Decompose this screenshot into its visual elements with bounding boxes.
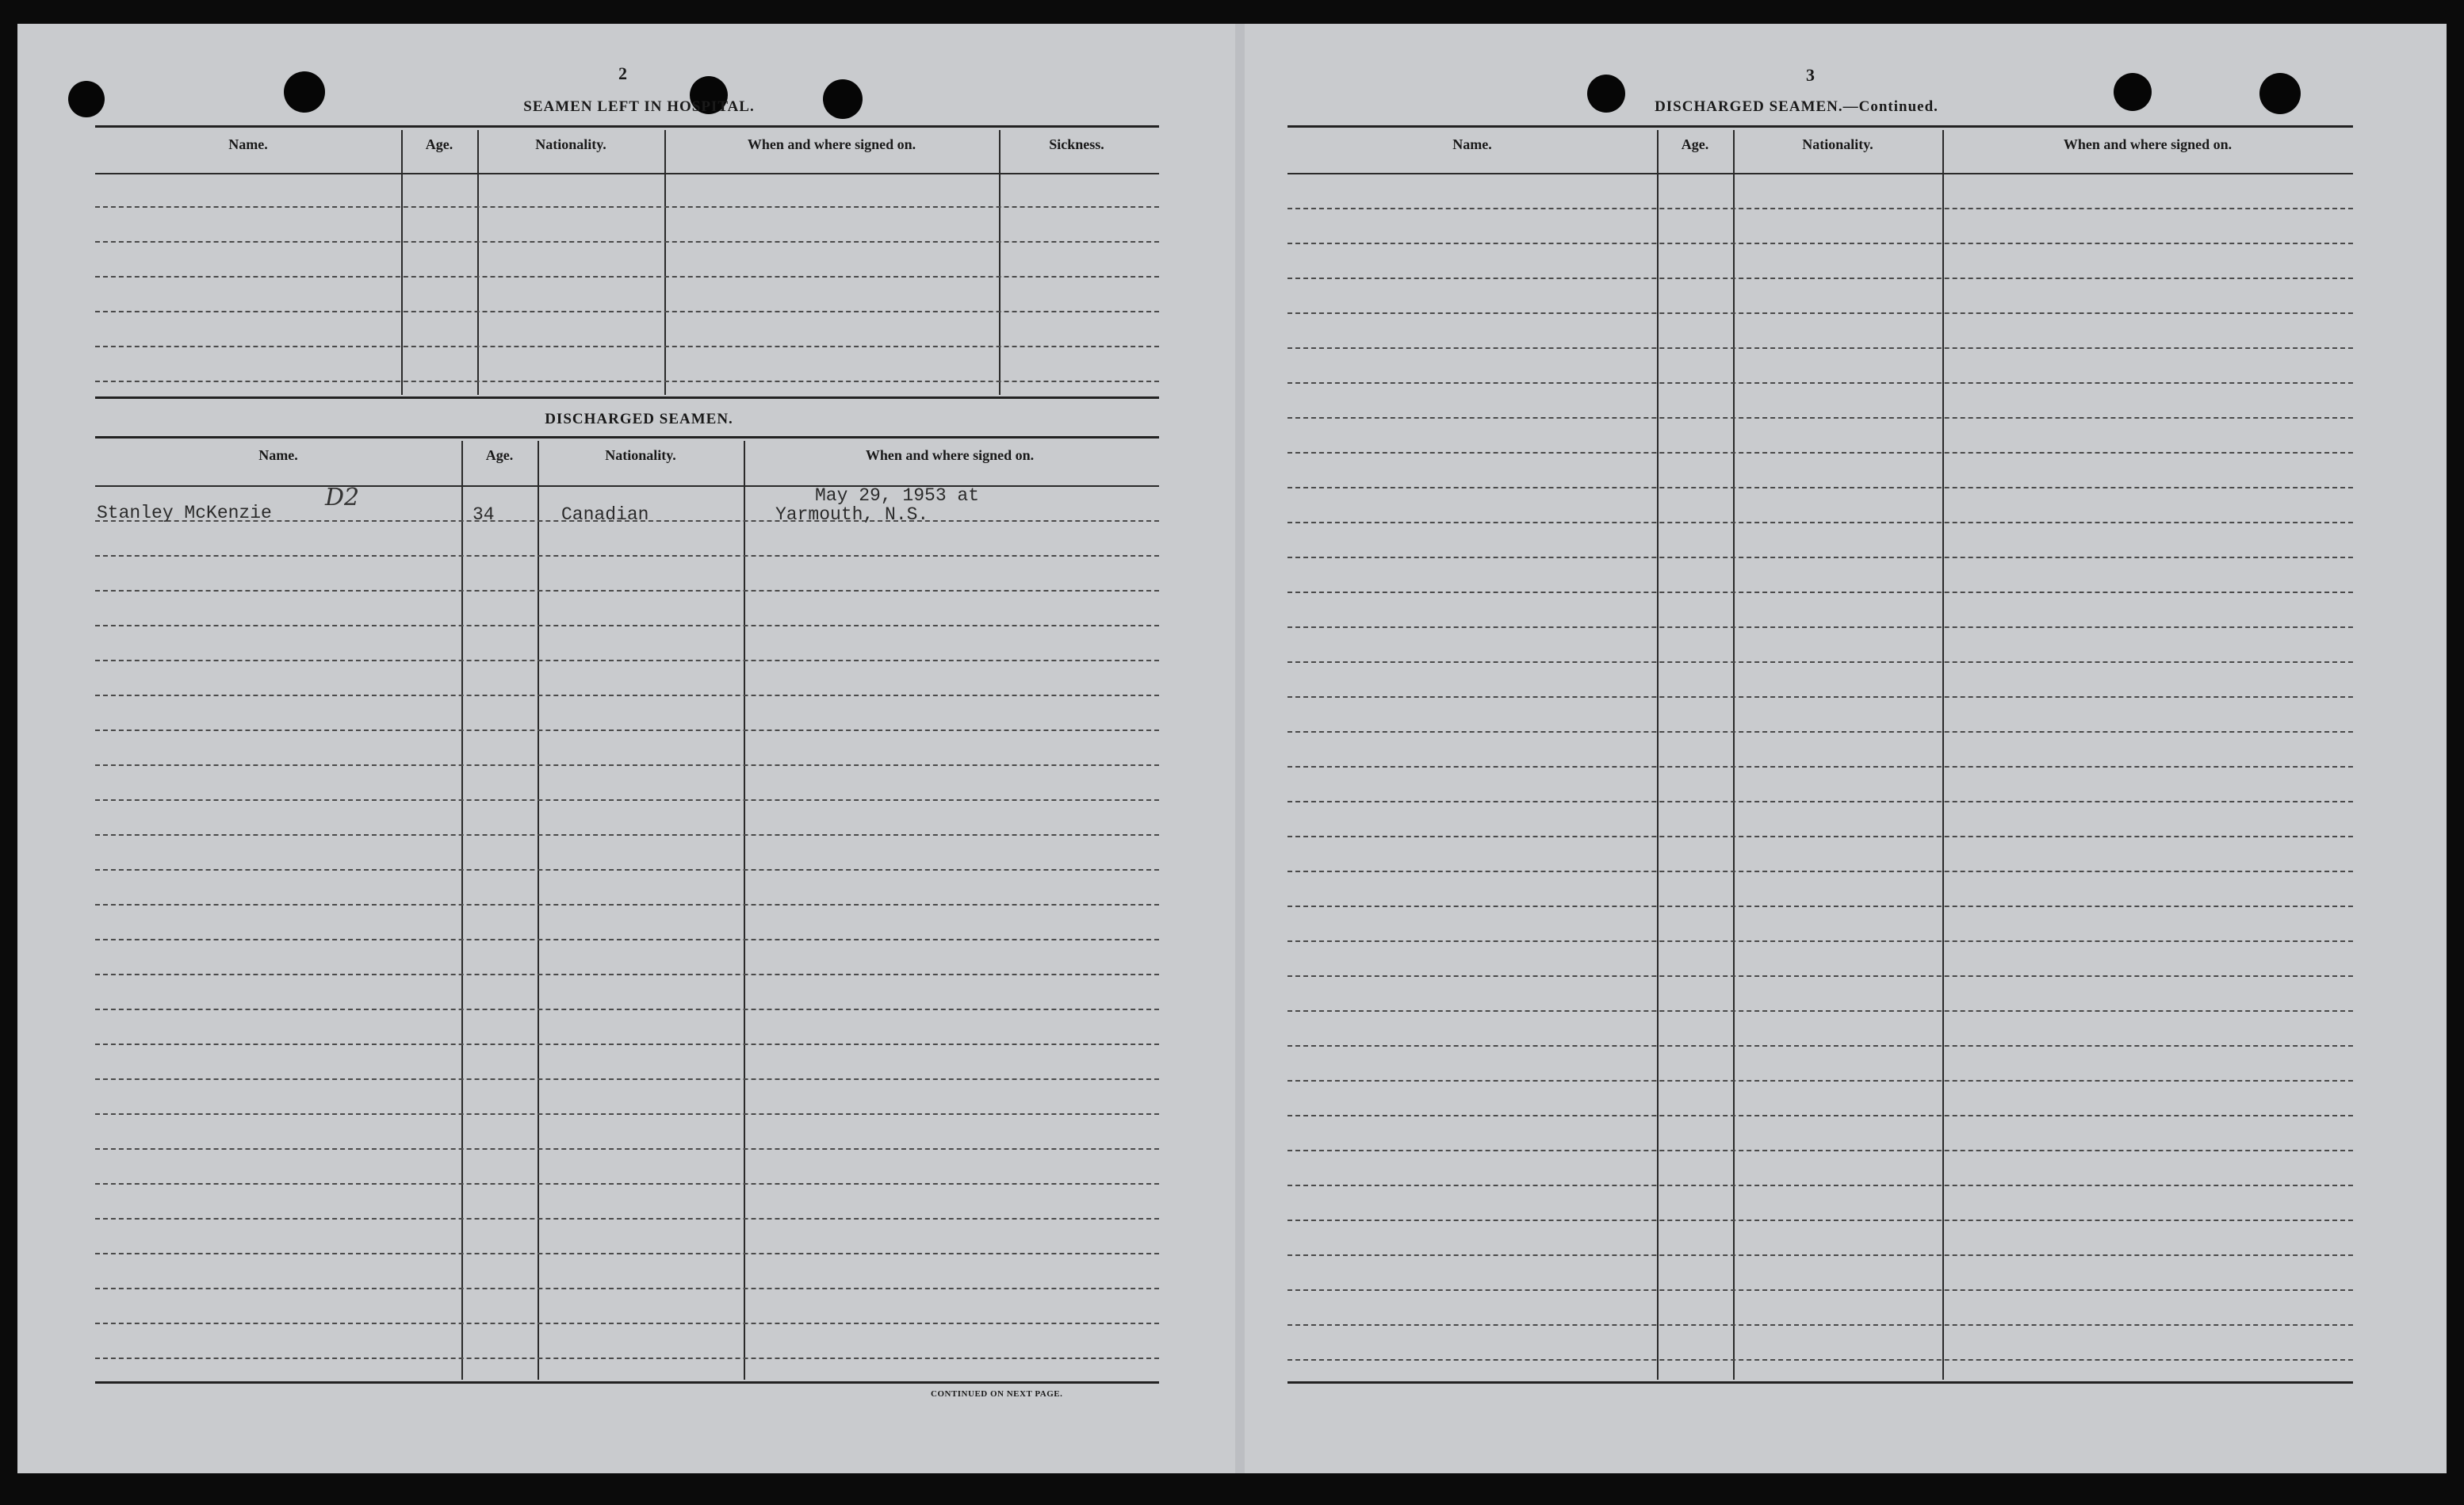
table-top-rule bbox=[95, 436, 1159, 438]
punch-hole bbox=[284, 71, 325, 113]
punch-hole bbox=[2114, 73, 2152, 111]
column-header-sickness: Sickness. bbox=[1049, 136, 1104, 152]
hospital-section-title: SEAMEN LEFT IN HOSPITAL. bbox=[523, 98, 755, 115]
column-header-age: Age. bbox=[1681, 136, 1709, 152]
handwritten-mark: D2 bbox=[325, 484, 360, 511]
column-header-nationality: Nationality. bbox=[1802, 136, 1873, 152]
column-header-name: Name. bbox=[258, 447, 298, 463]
scanned-document bbox=[17, 24, 2447, 1473]
discharged-table bbox=[95, 441, 1159, 1380]
page-number: 2 bbox=[618, 63, 627, 83]
entry-age: 34 bbox=[473, 504, 495, 525]
column-header-age: Age. bbox=[485, 447, 514, 463]
page-fold bbox=[1235, 24, 1245, 1473]
punch-hole bbox=[2259, 73, 2301, 114]
table-bottom-rule bbox=[95, 396, 1159, 399]
table-top-rule bbox=[95, 125, 1159, 128]
entry-nationality: Canadian bbox=[561, 504, 649, 525]
right-page bbox=[1245, 24, 2447, 1473]
hospital-table bbox=[95, 130, 1159, 395]
page-number: 3 bbox=[1806, 65, 1815, 85]
entry-name: Stanley McKenzie bbox=[97, 503, 272, 523]
column-header-signed-on: When and where signed on. bbox=[2063, 136, 2233, 152]
table-bottom-rule bbox=[95, 1381, 1159, 1384]
punch-hole bbox=[68, 81, 105, 117]
discharged-section-title: DISCHARGED SEAMEN. bbox=[545, 411, 733, 427]
column-header-signed-on: When and where signed on. bbox=[747, 136, 916, 152]
punch-hole bbox=[1587, 75, 1625, 113]
discharged-continued-title: DISCHARGED SEAMEN.—Continued. bbox=[1655, 98, 1938, 115]
punch-hole bbox=[823, 79, 863, 119]
entry-signed-on-place: Yarmouth, N.S. bbox=[775, 504, 929, 525]
column-header-name: Name. bbox=[1452, 136, 1492, 152]
column-header-signed-on: When and where signed on. bbox=[865, 447, 1035, 463]
table-bottom-rule bbox=[1287, 1381, 2353, 1384]
column-header-nationality: Nationality. bbox=[535, 136, 606, 152]
column-header-nationality: Nationality. bbox=[605, 447, 676, 463]
discharged-continued-table bbox=[1287, 130, 2353, 1380]
column-header-age: Age. bbox=[425, 136, 453, 152]
left-page bbox=[17, 24, 1235, 1473]
table-top-rule bbox=[1287, 125, 2353, 128]
continued-note: CONTINUED ON NEXT PAGE. bbox=[931, 1389, 1063, 1399]
entry-signed-on-date: May 29, 1953 at bbox=[815, 485, 980, 506]
column-header-name: Name. bbox=[228, 136, 268, 152]
